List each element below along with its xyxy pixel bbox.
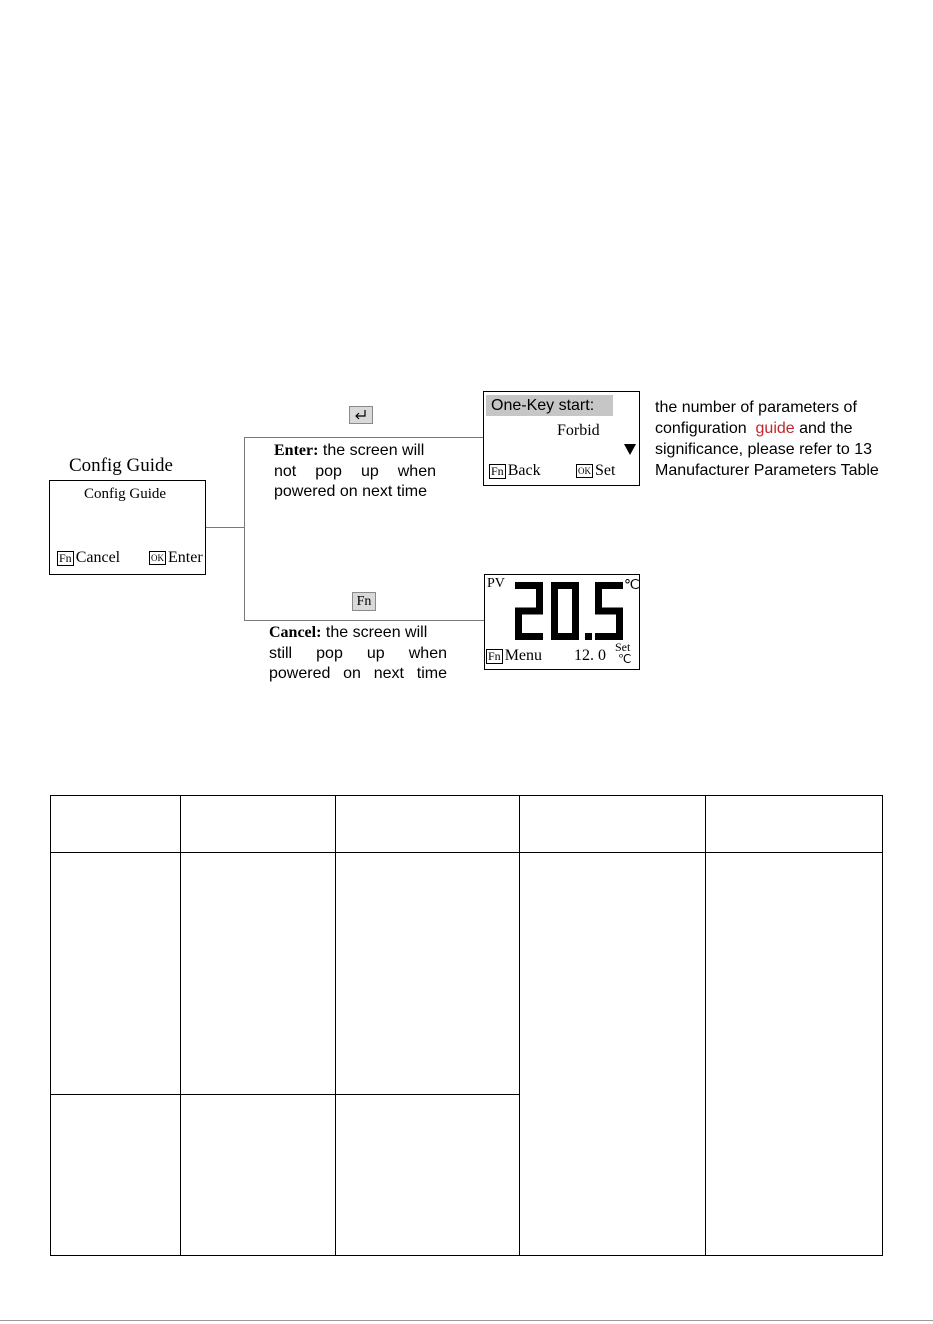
- connector-enter: [244, 437, 484, 438]
- table-cell: [51, 853, 181, 1095]
- table-header-cell: [336, 796, 520, 853]
- table-header-cell: [520, 796, 706, 853]
- set-softkey[interactable]: [576, 462, 615, 480]
- table-cell: [181, 1095, 336, 1256]
- connector-stub: [206, 527, 244, 528]
- cancel-line-1: the screen will: [325, 624, 428, 641]
- lcd-segment: [515, 633, 543, 640]
- table-header-cell: [51, 796, 181, 853]
- fn-key-icon: Fn: [488, 648, 501, 663]
- enter-line-2: not pop up when: [274, 462, 436, 480]
- enter-arrow-icon[interactable]: [349, 406, 373, 424]
- config-guide-screen: [49, 480, 206, 575]
- table-cell: [520, 853, 706, 1256]
- config-guide-screen-title: Config Guide: [84, 486, 167, 502]
- menu-label: Menu: [504, 647, 543, 664]
- cancel-line-3: powered on next time: [269, 665, 447, 682]
- onekey-header: One-Key start:: [486, 395, 613, 416]
- enter-softkey[interactable]: [149, 549, 203, 567]
- fn-key-icon: Fn: [491, 463, 504, 478]
- table-header-cell: [706, 796, 883, 853]
- connector-vertical: [244, 437, 245, 620]
- fn-key-button[interactable]: Fn: [352, 592, 376, 611]
- ok-key-icon: OK: [578, 466, 591, 477]
- menu-softkey[interactable]: [486, 647, 542, 665]
- back-softkey[interactable]: [489, 462, 541, 480]
- back-label: Back: [507, 462, 541, 479]
- note-line-3: significance, please refer to 13: [655, 441, 873, 458]
- table-cell: [51, 1095, 181, 1256]
- lcd-segment: [551, 582, 558, 611]
- lcd-segment: [595, 633, 623, 640]
- note-line-1: the number of parameters of: [655, 399, 857, 416]
- set-unit: ℃: [618, 652, 632, 666]
- enter-label: Enter: [168, 549, 203, 566]
- note-line-4: Manufacturer Parameters Table: [655, 462, 879, 479]
- onekey-value: Forbid: [557, 422, 600, 439]
- pv-screen: [484, 574, 640, 670]
- parameter-table: [50, 795, 883, 1256]
- ok-key-icon: OK: [151, 553, 164, 564]
- decimal-point: [585, 633, 592, 640]
- enter-bold-label: Enter:: [274, 442, 319, 459]
- enter-line-3: powered on next time: [274, 483, 427, 500]
- note-guide-word: guide: [755, 420, 795, 437]
- lcd-segment: [536, 582, 543, 611]
- cancel-line-2: still pop up when: [269, 644, 447, 662]
- pv-label: PV: [487, 576, 505, 591]
- page-bottom-rule: [0, 1320, 933, 1321]
- set-value: 12. 0: [574, 647, 606, 664]
- scroll-down-icon[interactable]: [624, 444, 636, 455]
- enter-line-1: the screen will: [322, 442, 425, 459]
- enter-description: [274, 441, 436, 503]
- cancel-label: Cancel: [75, 549, 121, 566]
- pv-reading-display: [515, 582, 627, 644]
- lcd-segment: [572, 582, 579, 611]
- pv-unit: ℃: [624, 578, 640, 593]
- table-header-cell: [181, 796, 336, 853]
- parameter-note: [655, 397, 895, 481]
- fn-key-icon: Fn: [59, 550, 72, 565]
- table-cell: [706, 853, 883, 1256]
- cancel-description: [269, 623, 447, 685]
- table-cell: [336, 853, 520, 1095]
- onekey-start-screen: [483, 391, 640, 486]
- lcd-segment: [551, 611, 558, 640]
- table-cell: [181, 853, 336, 1095]
- config-guide-title: Config Guide: [69, 455, 173, 476]
- cancel-softkey[interactable]: [57, 549, 120, 567]
- table-cell: [336, 1095, 520, 1256]
- set-label: Set: [615, 640, 631, 654]
- lcd-segment: [595, 582, 602, 611]
- connector-cancel: [244, 620, 484, 621]
- note-line-2: configuration guide and the: [655, 420, 853, 437]
- set-label: Set: [595, 462, 616, 479]
- cancel-bold-label: Cancel:: [269, 624, 322, 641]
